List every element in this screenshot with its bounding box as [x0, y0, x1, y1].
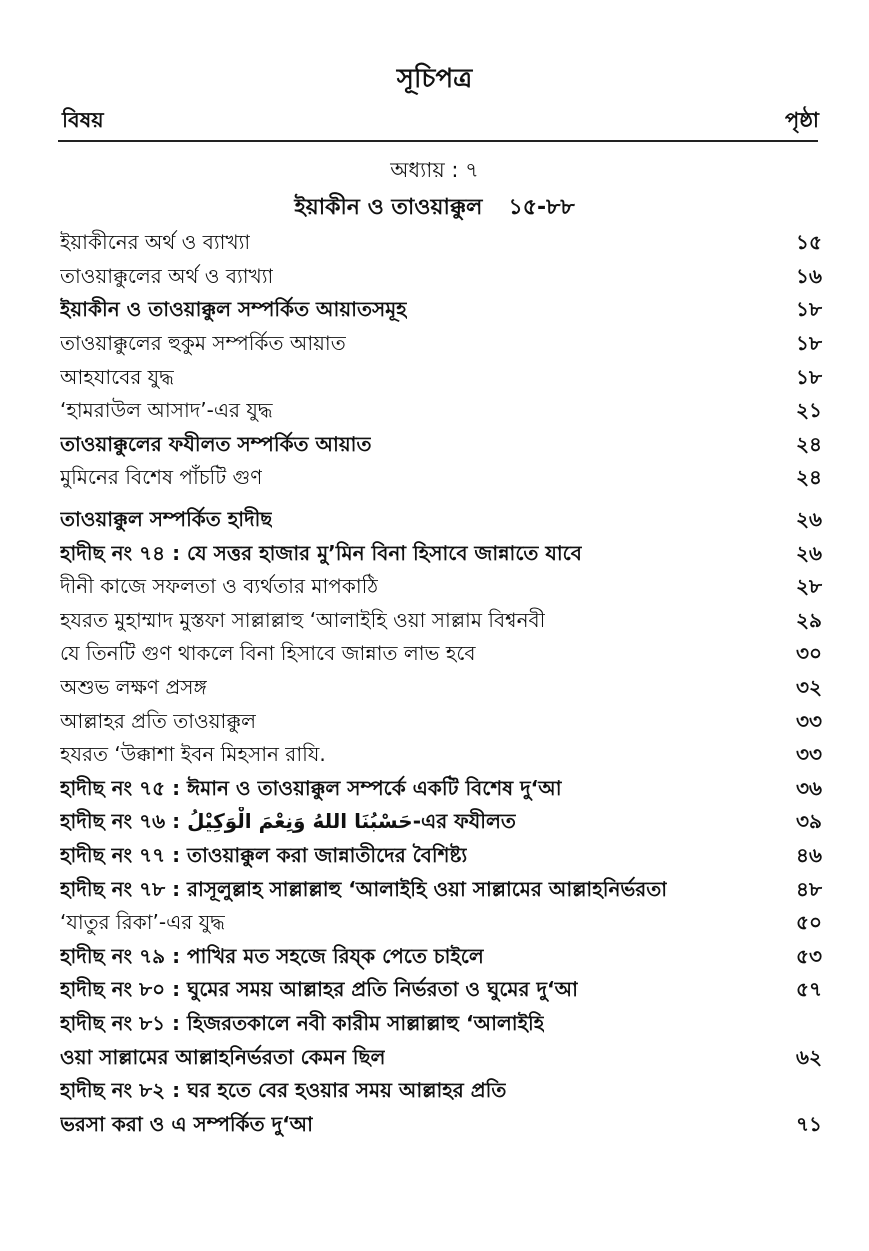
toc-entry-page: ৫৩	[796, 943, 822, 968]
toc-entry-label: হাদীছ নং ৮১ : হিজরতকালে নবী কারীম সাল্লাল্লাহু ‘আলাইহি	[60, 1010, 545, 1035]
toc-entry	[60, 430, 822, 464]
toc-entry	[60, 874, 822, 908]
toc-entry	[60, 774, 822, 808]
toc-entry	[60, 606, 822, 640]
toc-entry-label: আহযাবের যুদ্ধ	[60, 364, 174, 389]
toc-entry-page: ১৮	[796, 297, 822, 322]
toc-entry-label: তাওয়াক্কুলের অর্থ ও ব্যাখ্যা	[60, 263, 274, 288]
toc-entry-label: ইয়াকীন ও তাওয়াক্কুল সম্পর্কিত আয়াতসমূহ	[60, 297, 407, 322]
toc-entry-label: হযরত মুহাম্মাদ মুস্তফা সাল্লাল্লাহু ‘আলাইহি ওয়া সাল্লাম বিশ্বনবী	[60, 607, 546, 632]
toc-entry	[60, 706, 822, 740]
toc-entry-page: ২১	[796, 398, 822, 423]
toc-entry	[60, 572, 822, 606]
toc-entry	[60, 463, 822, 497]
toc-entry	[60, 329, 822, 363]
toc-entry-page: ৩৩	[795, 708, 822, 733]
chapter-name: ইয়াকীন ও তাওয়াক্কুল	[294, 195, 483, 220]
toc-entry-label: হাদীছ নং ৭৮ : রাসূলুল্লাহ সাল্লাল্লাহু ‘আলাইহি ওয়া সাল্লামের আল্লাহনির্ভরতা	[60, 876, 668, 901]
chapter-page-range: ১৫-৮৮	[508, 195, 575, 220]
toc-entry-page: ২৮	[796, 574, 822, 599]
toc-entry-label: হাদীছ নং ৮০ : ঘুমের সময় আল্লাহর প্রতি নির্ভরতা ও ঘুমের দু‘আ	[60, 977, 578, 1002]
toc-entry-label: হাদীছ নং ৮২ : ঘর হতে বের হওয়ার সময় আল্লাহর প্রতি	[60, 1078, 507, 1103]
toc-entry-page: ৩৩	[795, 742, 822, 767]
toc-entry-page: ২৬	[795, 507, 822, 532]
toc-entry-page: ৩৬	[795, 775, 822, 800]
toc-entry	[60, 538, 822, 572]
table-of-contents	[60, 228, 822, 1143]
toc-entry	[60, 295, 822, 329]
toc-entry-page: ১৮	[796, 331, 822, 356]
toc-entry	[60, 396, 822, 430]
toc-entry-page: ২৯	[796, 607, 822, 632]
header-divider	[58, 140, 818, 142]
toc-entry-page: ৫৭	[796, 977, 822, 1002]
toc-entry-label: আল্লাহর প্রতি তাওয়াক্কুল	[60, 708, 256, 733]
toc-entry	[60, 639, 822, 673]
toc-entry	[60, 228, 822, 262]
toc-entry-page: ৩২	[795, 675, 822, 700]
chapter-number: অধ্যায় : ৭	[390, 158, 479, 182]
toc-entry-page: ৩৯	[796, 809, 822, 834]
toc-entry	[60, 1042, 822, 1076]
toc-entry	[60, 262, 822, 296]
toc-entry-label: হাদীছ নং ৭৬ : حَسْبُنَا اللهُ وَنِعْمَ الْوَكِيْلُ-এর ফযীলত	[60, 809, 516, 834]
toc-entry	[60, 807, 822, 841]
toc-entry-label: অশুভ লক্ষণ প্রসঙ্গ	[60, 675, 207, 700]
toc-entry-page: ৩০	[795, 641, 822, 666]
page-title: সূচিপত্র	[396, 64, 473, 94]
toc-entry-label: হযরত ‘উক্কাশা ইবন মিহসান রাযি.	[60, 742, 326, 767]
toc-entry	[60, 941, 822, 975]
toc-entry-label: ভরসা করা ও এ সম্পর্কিত দু‘আ	[60, 1111, 313, 1136]
toc-entry-label: ওয়া সাল্লামের আল্লাহনির্ভরতা কেমন ছিল	[60, 1044, 386, 1069]
toc-entry-label: ‘যাতুর রিকা’-এর যুদ্ধ	[60, 910, 225, 935]
chapter-heading	[0, 190, 869, 227]
toc-entry-page: ১৬	[796, 263, 822, 288]
toc-entry-page: ২৪	[796, 465, 822, 490]
toc-entry-page: ১৫	[796, 230, 822, 255]
toc-entry	[60, 1076, 822, 1110]
toc-entry	[60, 1109, 822, 1143]
toc-entry-page: ২৪	[796, 431, 822, 456]
subject-column-heading: বিষয়	[62, 108, 104, 132]
toc-entry	[60, 841, 822, 875]
toc-entry-label: দীনী কাজে সফলতা ও ব্যর্থতার মাপকাঠি	[60, 574, 379, 599]
toc-entry-label: হাদীছ নং ৭৭ : তাওয়াক্কুল করা জান্নাতীদের বৈশিষ্ট্য	[60, 842, 468, 867]
toc-entry	[60, 908, 822, 942]
toc-entry-label: তাওয়াক্কুলের ফযীলত সম্পর্কিত আয়াত	[60, 431, 372, 456]
page-column-heading: পৃষ্ঠা	[784, 108, 819, 132]
toc-entry-label: তাওয়াক্কুল সম্পর্কিত হাদীছ	[60, 507, 273, 532]
toc-entry	[60, 740, 822, 774]
toc-entry	[60, 505, 822, 539]
toc-entry-page: ৪৮	[796, 876, 822, 901]
toc-entry-page: ৪৬	[796, 842, 822, 867]
toc-entry-page: ৬২	[795, 1044, 822, 1069]
toc-entry-label: তাওয়াক্কুলের হুকুম সম্পর্কিত আয়াত	[60, 331, 346, 356]
toc-entry-label: ইয়াকীনের অর্থ ও ব্যাখ্যা	[60, 230, 251, 255]
toc-entry-label: ‘হামরাউল আসাদ’-এর যুদ্ধ	[60, 398, 273, 423]
toc-entry-label: হাদীছ নং ৭৪ : যে সত্তর হাজার মু’মিন বিনা হিসাবে জান্নাতে যাবে	[60, 540, 582, 565]
toc-entry-label: হাদীছ নং ৭৫ : ঈমান ও তাওয়াক্কুল সম্পর্কে একটি বিশেষ দু‘আ	[60, 775, 562, 800]
toc-entry-label: মুমিনের বিশেষ পাঁচটি গুণ	[60, 465, 263, 490]
toc-entry-label: যে তিনটি গুণ থাকলে বিনা হিসাবে জান্নাত লাভ হবে	[60, 641, 476, 666]
toc-entry-page: ১৮	[796, 364, 822, 389]
toc-entry-page: ৭১	[796, 1111, 822, 1136]
toc-entry	[60, 673, 822, 707]
toc-entry	[60, 362, 822, 396]
toc-entry-label: হাদীছ নং ৭৯ : পাখির মত সহজে রিয্ক পেতে চাইলে	[60, 943, 484, 968]
toc-entry	[60, 1009, 822, 1043]
toc-entry-page: ২৬	[795, 540, 822, 565]
toc-entry	[60, 975, 822, 1009]
toc-entry-page: ৫০	[796, 910, 822, 935]
